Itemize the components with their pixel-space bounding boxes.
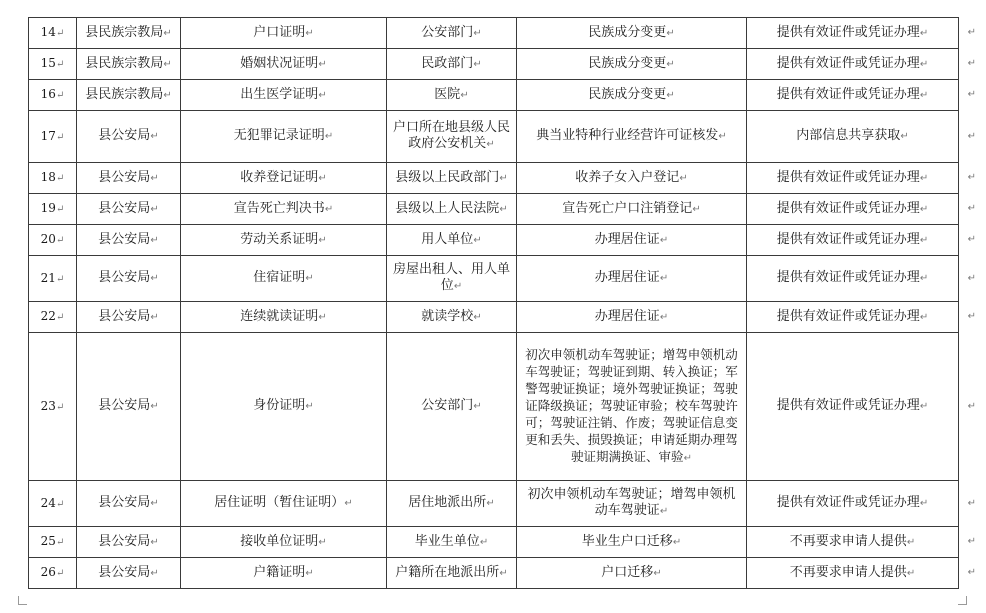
certificate-cell-text: 无犯罪记录证明 [233, 128, 325, 143]
paragraph-mark-icon: ↵ [460, 89, 469, 101]
method-cell-text: 提供有效证件或凭证办理 [776, 231, 920, 247]
matter-cell-text: 办理居住证 [594, 308, 660, 324]
paragraph-mark-icon: ↵ [150, 567, 159, 579]
paragraph-mark-icon: ↵ [318, 172, 327, 184]
table-row [29, 80, 959, 111]
table-row [29, 194, 959, 225]
row-end-mark-icon: ↵ [967, 400, 976, 412]
paragraph-mark-icon: ↵ [919, 498, 929, 509]
certificate-cell [181, 163, 387, 194]
matter-cell [517, 18, 747, 49]
paragraph-mark-icon: ↵ [718, 131, 727, 142]
paragraph-mark-icon: ↵ [55, 204, 65, 215]
row-number-cell-text: 18 [40, 170, 56, 184]
row-number-cell [29, 18, 77, 49]
paragraph-mark-icon: ↵ [55, 90, 65, 101]
paragraph-mark-icon: ↵ [318, 58, 327, 70]
paragraph-mark-icon: ↵ [919, 401, 929, 412]
paragraph-mark-icon: ↵ [55, 401, 65, 413]
issuer-cell [387, 225, 517, 256]
table-row [29, 558, 959, 589]
department-cell-text: 县民族宗教局 [85, 24, 164, 40]
certificate-cell [181, 558, 387, 589]
paragraph-mark-icon: ↵ [900, 131, 909, 142]
row-end-mark-icon: ↵ [967, 89, 976, 100]
row-end-mark-icon: ↵ [967, 497, 976, 509]
paragraph-mark-icon: ↵ [318, 311, 327, 323]
method-cell [747, 18, 976, 49]
department-cell-text: 县民族宗教局 [85, 86, 164, 102]
method-cell-text: 提供有效证件或凭证办理 [776, 308, 920, 324]
department-cell-text: 县公安局 [98, 270, 151, 285]
paragraph-mark-icon: ↵ [305, 567, 314, 579]
paragraph-mark-icon: ↵ [919, 89, 929, 101]
paragraph-mark-icon: ↵ [150, 172, 159, 184]
row-end-mark-icon: ↵ [967, 130, 976, 142]
row-number-cell-text: 23 [40, 398, 56, 413]
paragraph-mark-icon: ↵ [163, 27, 172, 39]
matter-cell [517, 558, 747, 589]
paragraph-mark-icon: ↵ [473, 401, 482, 412]
method-cell [747, 225, 976, 256]
certificate-cell-text: 居住证明（暂住证明） [214, 495, 345, 510]
department-cell [77, 163, 181, 194]
row-number-cell-text: 15 [40, 56, 56, 70]
paragraph-mark-icon: ↵ [666, 27, 675, 39]
paragraph-mark-icon: ↵ [473, 311, 482, 323]
department-cell [77, 302, 181, 333]
matter-cell-text: 民族成分变更 [588, 55, 667, 71]
method-cell [747, 80, 976, 111]
certificate-cell [181, 194, 387, 225]
row-number-cell [29, 225, 77, 256]
issuer-cell-text: 居住地派出所 [408, 495, 487, 510]
certificate-cell-text: 劳动关系证明 [240, 231, 319, 247]
paragraph-mark-icon: ↵ [344, 498, 353, 509]
table-row [29, 111, 959, 163]
paragraph-mark-icon: ↵ [150, 234, 159, 246]
row-number-cell-text: 21 [40, 270, 56, 285]
certificate-table [28, 17, 976, 589]
issuer-cell-text: 县级以上民政部门 [395, 169, 500, 185]
certificate-cell-text: 宣告死亡判决书 [233, 200, 325, 216]
paragraph-mark-icon: ↵ [666, 58, 675, 70]
department-cell [77, 527, 181, 558]
matter-cell-text: 民族成分变更 [588, 86, 667, 102]
table-row [29, 18, 959, 49]
paragraph-mark-icon: ↵ [919, 311, 929, 323]
department-cell [77, 49, 181, 80]
matter-cell-text: 宣告死亡户口注销登记 [562, 200, 693, 216]
matter-cell-text: 初次申领机动车驾驶证；增驾申领机动车驾驶证 [527, 487, 736, 518]
row-number-cell-text: 26 [40, 565, 56, 579]
matter-cell-text: 典当业特种行业经营许可证核发 [536, 128, 719, 143]
paragraph-mark-icon: ↵ [473, 234, 482, 246]
row-number-cell [29, 80, 77, 111]
certificate-cell [181, 111, 387, 163]
row-number-cell-text: 20 [40, 232, 56, 246]
table-row [29, 302, 959, 333]
row-number-cell [29, 333, 77, 481]
matter-cell [517, 302, 747, 333]
paragraph-mark-icon: ↵ [55, 273, 65, 285]
paragraph-mark-icon: ↵ [55, 537, 65, 548]
paragraph-mark-icon: ↵ [919, 234, 929, 246]
certificate-cell [181, 80, 387, 111]
row-number-cell [29, 111, 77, 163]
paragraph-mark-icon: ↵ [919, 273, 929, 284]
department-cell-text: 县公安局 [98, 533, 151, 549]
method-cell-text: 内部信息共享获取 [796, 128, 901, 143]
method-cell [747, 333, 976, 481]
table-row [29, 49, 959, 80]
department-cell [77, 194, 181, 225]
method-cell-text: 提供有效证件或凭证办理 [776, 55, 920, 71]
paragraph-mark-icon: ↵ [55, 498, 65, 510]
paragraph-mark-icon: ↵ [305, 273, 314, 284]
issuer-cell-text: 县级以上人民法院 [395, 200, 500, 216]
method-cell [747, 49, 976, 80]
issuer-cell [387, 111, 517, 163]
row-number-cell [29, 302, 77, 333]
row-number-cell-text: 14 [40, 25, 56, 39]
page-corner-mark [958, 596, 967, 605]
row-end-mark-icon: ↵ [967, 536, 976, 547]
method-cell-text: 不再要求申请人提供 [789, 533, 907, 549]
row-number-cell-text: 24 [40, 495, 56, 510]
paragraph-mark-icon: ↵ [55, 312, 65, 323]
department-cell [77, 481, 181, 527]
paragraph-mark-icon: ↵ [324, 131, 334, 142]
department-cell [77, 558, 181, 589]
paragraph-mark-icon: ↵ [919, 58, 929, 70]
paragraph-mark-icon: ↵ [324, 203, 334, 215]
document-page [28, 17, 976, 589]
certificate-cell-text: 住宿证明 [253, 270, 306, 285]
issuer-cell [387, 49, 517, 80]
paragraph-mark-icon: ↵ [692, 203, 701, 215]
row-end-mark-icon: ↵ [967, 311, 976, 322]
paragraph-mark-icon: ↵ [163, 58, 172, 70]
certificate-cell [181, 333, 387, 481]
matter-cell [517, 163, 747, 194]
table-row [29, 527, 959, 558]
table-row [29, 481, 959, 527]
method-cell [747, 111, 976, 163]
issuer-cell [387, 18, 517, 49]
matter-cell [517, 111, 747, 163]
department-cell [77, 80, 181, 111]
paragraph-mark-icon: ↵ [919, 27, 929, 39]
row-number-cell-text: 25 [40, 534, 56, 548]
paragraph-mark-icon: ↵ [55, 568, 65, 579]
table-row [29, 163, 959, 194]
method-cell [747, 302, 976, 333]
department-cell-text: 县公安局 [98, 495, 151, 510]
method-cell [747, 163, 976, 194]
matter-cell [517, 481, 747, 527]
page-corner-mark [18, 596, 27, 605]
paragraph-mark-icon: ↵ [499, 172, 508, 184]
matter-cell-text: 毕业生户口迁移 [581, 533, 673, 549]
issuer-cell [387, 80, 517, 111]
paragraph-mark-icon: ↵ [55, 235, 65, 246]
method-cell-text: 提供有效证件或凭证办理 [776, 24, 920, 40]
matter-cell [517, 80, 747, 111]
paragraph-mark-icon: ↵ [906, 567, 916, 579]
row-end-mark-icon: ↵ [967, 272, 976, 284]
paragraph-mark-icon: ↵ [486, 498, 495, 509]
row-number-cell [29, 481, 77, 527]
issuer-cell-text: 就读学校 [421, 308, 474, 324]
row-number-cell-text: 22 [40, 309, 56, 323]
paragraph-mark-icon: ↵ [499, 567, 508, 579]
paragraph-mark-icon: ↵ [473, 27, 482, 39]
matter-cell [517, 527, 747, 558]
issuer-cell [387, 481, 517, 527]
row-number-cell-text: 17 [40, 128, 56, 143]
issuer-cell [387, 194, 517, 225]
method-cell-text: 提供有效证件或凭证办理 [776, 495, 920, 510]
method-cell [747, 481, 976, 527]
certificate-cell-text: 收养登记证明 [240, 169, 319, 185]
certificate-cell [181, 527, 387, 558]
paragraph-mark-icon: ↵ [906, 536, 916, 548]
table-row [29, 256, 959, 302]
paragraph-mark-icon: ↵ [318, 234, 327, 246]
table-body [29, 18, 976, 589]
paragraph-mark-icon: ↵ [653, 567, 662, 579]
paragraph-mark-icon: ↵ [479, 536, 489, 548]
issuer-cell [387, 558, 517, 589]
paragraph-mark-icon: ↵ [683, 453, 692, 464]
paragraph-mark-icon: ↵ [318, 536, 327, 548]
row-number-cell [29, 163, 77, 194]
issuer-cell-text: 医院 [434, 86, 461, 102]
issuer-cell-text: 户口所在地县级人民政府公安机关 [393, 120, 511, 151]
department-cell-text: 县公安局 [98, 169, 151, 185]
certificate-cell-text: 户口证明 [253, 24, 306, 40]
matter-cell-text: 民族成分变更 [588, 24, 667, 40]
matter-cell-text: 户口迁移 [601, 564, 654, 580]
method-cell [747, 527, 976, 558]
paragraph-mark-icon: ↵ [919, 203, 929, 215]
paragraph-mark-icon: ↵ [659, 506, 669, 517]
paragraph-mark-icon: ↵ [163, 89, 172, 101]
method-cell-text: 提供有效证件或凭证办理 [776, 86, 920, 102]
method-cell-text: 提供有效证件或凭证办理 [776, 169, 920, 185]
paragraph-mark-icon: ↵ [55, 131, 65, 143]
department-cell [77, 256, 181, 302]
paragraph-mark-icon: ↵ [305, 401, 314, 412]
issuer-cell [387, 527, 517, 558]
issuer-cell-text: 毕业生单位 [414, 533, 480, 549]
certificate-cell [181, 225, 387, 256]
row-number-cell [29, 256, 77, 302]
paragraph-mark-icon: ↵ [150, 401, 159, 412]
method-cell [747, 256, 976, 302]
matter-cell [517, 256, 747, 302]
department-cell-text: 县公安局 [98, 231, 151, 247]
row-end-mark-icon: ↵ [967, 58, 976, 69]
paragraph-mark-icon: ↵ [150, 536, 159, 548]
paragraph-mark-icon: ↵ [55, 173, 65, 184]
matter-cell-text: 初次申领机动车驾驶证；增驾申领机动车驾驶证；驾驶证到期、转入换证；军警驾驶证换证；境外驾驶证换证；驾驶证降级换证；驾驶证审验；校车驾驶许可；驾驶证注销、作废；驾驶证信息变更和丢失、损毁换证；申请延期办理驾驶证期满换证、审验 [525, 347, 738, 464]
matter-cell-text: 办理居住证 [594, 231, 660, 247]
issuer-cell-text: 公安部门 [421, 398, 474, 413]
paragraph-mark-icon: ↵ [499, 203, 508, 215]
department-cell-text: 县公安局 [98, 398, 151, 413]
method-cell [747, 194, 976, 225]
paragraph-mark-icon: ↵ [672, 536, 682, 548]
issuer-cell [387, 256, 517, 302]
row-end-mark-icon: ↵ [967, 172, 976, 183]
paragraph-mark-icon: ↵ [666, 89, 675, 101]
department-cell-text: 县公安局 [98, 200, 151, 216]
matter-cell [517, 225, 747, 256]
paragraph-mark-icon: ↵ [679, 172, 688, 184]
paragraph-mark-icon: ↵ [305, 27, 314, 39]
paragraph-mark-icon: ↵ [150, 311, 159, 323]
method-cell-text: 提供有效证件或凭证办理 [776, 200, 920, 216]
issuer-cell [387, 163, 517, 194]
department-cell [77, 225, 181, 256]
matter-cell-text: 收养子女入户登记 [575, 169, 680, 185]
row-end-mark-icon: ↵ [967, 203, 976, 214]
matter-cell [517, 333, 747, 481]
row-end-mark-icon: ↵ [967, 27, 976, 38]
issuer-cell-text: 户籍所在地派出所 [395, 564, 500, 580]
issuer-cell-text: 公安部门 [421, 24, 474, 40]
method-cell [747, 558, 976, 589]
issuer-cell-text: 用人单位 [421, 231, 474, 247]
paragraph-mark-icon: ↵ [659, 273, 669, 284]
paragraph-mark-icon: ↵ [659, 311, 669, 323]
certificate-cell-text: 身份证明 [253, 398, 306, 413]
department-cell [77, 18, 181, 49]
table-row [29, 333, 959, 481]
certificate-cell [181, 18, 387, 49]
method-cell-text: 提供有效证件或凭证办理 [776, 398, 920, 413]
issuer-cell [387, 333, 517, 481]
table-row [29, 225, 959, 256]
row-number-cell [29, 49, 77, 80]
department-cell-text: 县公安局 [98, 564, 151, 580]
certificate-cell-text: 接收单位证明 [240, 533, 319, 549]
paragraph-mark-icon: ↵ [150, 131, 159, 142]
paragraph-mark-icon: ↵ [55, 59, 65, 70]
certificate-cell-text: 婚姻状况证明 [240, 55, 319, 71]
certificate-cell-text: 连续就读证明 [240, 308, 319, 324]
certificate-cell [181, 256, 387, 302]
paragraph-mark-icon: ↵ [150, 203, 159, 215]
paragraph-mark-icon: ↵ [150, 273, 159, 284]
certificate-cell [181, 302, 387, 333]
row-end-mark-icon: ↵ [967, 567, 976, 578]
certificate-cell-text: 户籍证明 [253, 564, 306, 580]
department-cell-text: 县民族宗教局 [85, 55, 164, 71]
department-cell-text: 县公安局 [98, 308, 151, 324]
certificate-cell-text: 出生医学证明 [240, 86, 319, 102]
row-number-cell [29, 527, 77, 558]
row-number-cell-text: 19 [40, 201, 56, 215]
row-number-cell-text: 16 [40, 87, 56, 101]
row-end-mark-icon: ↵ [967, 234, 976, 245]
issuer-cell-text: 房屋出租人、用人单位 [393, 262, 511, 293]
matter-cell [517, 49, 747, 80]
matter-cell-text: 办理居住证 [594, 270, 660, 285]
issuer-cell-text: 民政部门 [421, 55, 474, 71]
department-cell [77, 333, 181, 481]
paragraph-mark-icon: ↵ [55, 28, 65, 39]
method-cell-text: 提供有效证件或凭证办理 [776, 270, 920, 285]
certificate-cell [181, 481, 387, 527]
paragraph-mark-icon: ↵ [150, 498, 159, 509]
paragraph-mark-icon: ↵ [486, 139, 495, 150]
paragraph-mark-icon: ↵ [659, 234, 669, 246]
paragraph-mark-icon: ↵ [919, 172, 929, 184]
paragraph-mark-icon: ↵ [473, 58, 482, 70]
paragraph-mark-icon: ↵ [453, 281, 463, 292]
matter-cell [517, 194, 747, 225]
row-number-cell [29, 194, 77, 225]
method-cell-text: 不再要求申请人提供 [789, 564, 907, 580]
certificate-cell [181, 49, 387, 80]
department-cell-text: 县公安局 [98, 128, 151, 143]
row-number-cell [29, 558, 77, 589]
paragraph-mark-icon: ↵ [318, 89, 327, 101]
issuer-cell [387, 302, 517, 333]
department-cell [77, 111, 181, 163]
